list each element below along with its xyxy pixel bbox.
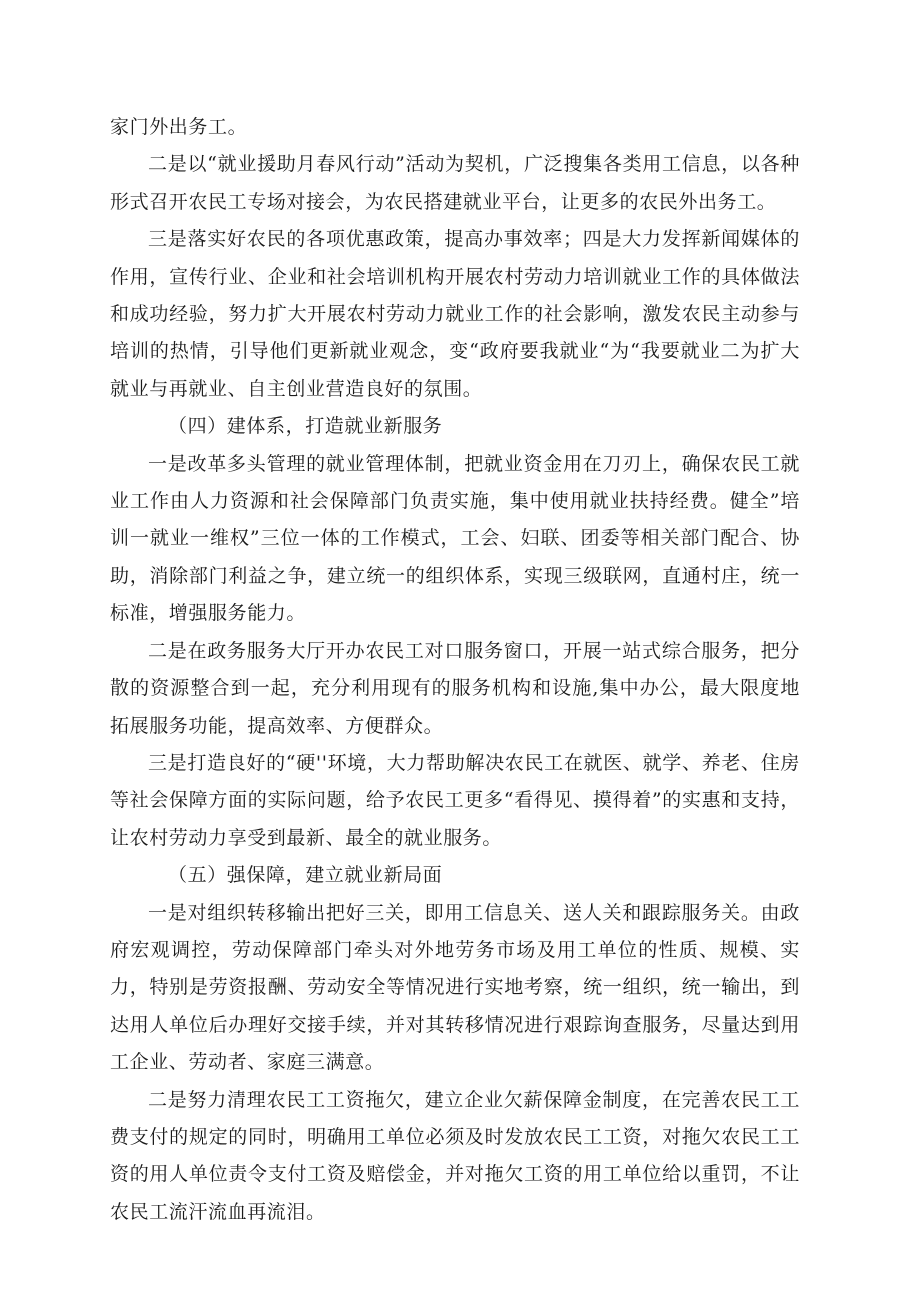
section-heading-5: （五）强保障，建立就业新局面 [168,864,443,887]
document-page [110,109,800,1231]
paragraph-job-aid-month: 二是以“就业援助月春风行动”活动为契机，广泛搜集各类用工信息，以各种形式召开农民工专场对接会，为农民搭建就业平台，让更多的农民外出务工。 [110,153,800,213]
paragraph-wage-arrears: 二是努力清理农民工工资拖欠，建立企业欠薪保障金制度，在完善农民工工费支付的规定的同时，明确用工单位必须及时发放农民工工资，对拖欠农民工工资的用人单位责令支付工资及赔偿金，并对拖欠工资的用工单位给以重罚，不让农民工流汗流血再流泪。 [110,1088,800,1223]
paragraph-preferential-policies: 三是落实好农民的各项优惠政策，提高办事效率；四是大力发挥新闻媒体的作用，宣传行业、企业和社会培训机构开展农村劳动力培训就业工作的具体做法和成功经验，努力扩大开展农村劳动力就业工作的社会影响，激发农民主动参与培训的热情，引导他们更新就业观念，变“政府要我就业“为“我要就业二为扩大就业与再就业、自主创业营造良好的氛围。 [110,228,800,400]
paragraph-continuation: 家门外出务工。 [110,116,248,138]
section-heading-4: （四）建体系，打造就业新服务 [168,415,443,438]
paragraph-hard-environment: 三是打造良好的“硬''环境，大力帮助解决农民工在就医、就学、养老、住房等社会保障方面的实际问题，给予农民工更多“看得见、摸得着”的实惠和支持，让农村劳动力享受到最新、最全的就业服务。 [110,751,800,849]
paragraph-management-reform: 一是改革多头管理的就业管理体制，把就业资金用在刀刃上，确保农民工就业工作由人力资源和社会保障部门负责实施，集中使用就业扶持经费。健全”培训一就业一维权”三位一体的工作模式，工会、妇联、团委等相关部门配合、协助，消除部门利益之争，建立统一的组织体系，实现三级联网，直通村庄，统一标准，增强服务能力。 [110,452,800,625]
paragraph-three-checkpoints: 一是对组织转移输出把好三关，即用工信息关、送人关和跟踪服务关。由政府宏观调控，劳动保障部门牵头对外地劳务市场及用工单位的性质、规模、实力，特别是劳资报酬、劳动安全等情况进行实地考察，统一组织，统一输出，到达用人单位后办理好交接手续，并对其转移情况进行艰踪询查服务，尽量达到用工企业、劳动者、家庭三满意。 [110,901,800,1074]
paragraph-service-window: 二是在政务服务大厅开办农民工对口服务窗口，开展一站式综合服务，把分散的资源整合到一起，充分利用现有的服务机构和设施,集中办公，最大限度地拓展服务功能，提高效率、方便群众。 [110,639,800,737]
